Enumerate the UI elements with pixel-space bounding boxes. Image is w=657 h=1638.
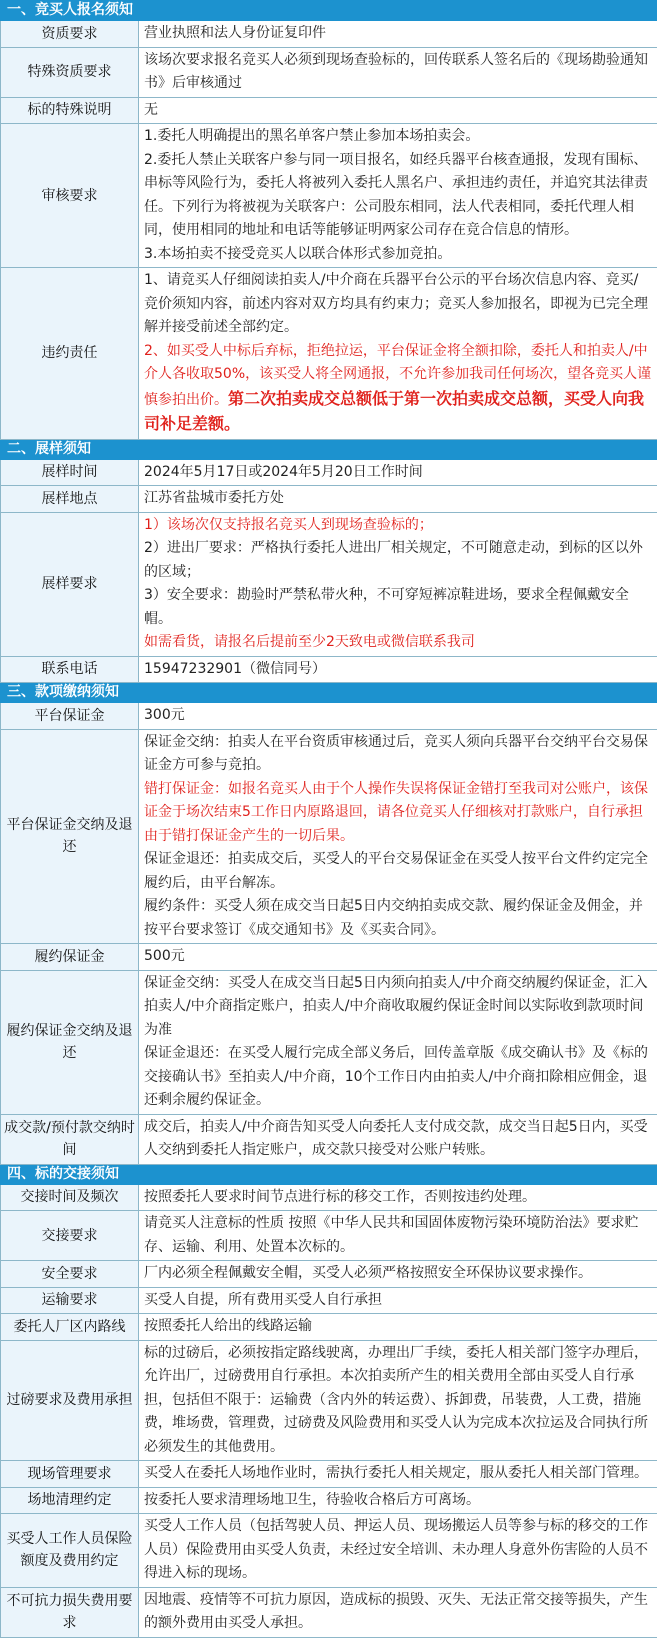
row-value (139, 729, 657, 944)
row-value: 标的过磅后，必须按指定路线驶离，办理出厂手续，委托人相关部门签字办理后，允许出厂，过磅费用自行承担。本次拍卖所产生的相关费用全部由买受人自行承担，包括但不限于：运输费（含内外的转运费）、拆卸费，吊装费，人工费，措施费，堆场费，管理费，过磅费及风险费用和买受人认为完成本次拉运及合同执行所必须发生的其他费用。 (139, 1340, 657, 1461)
row-value: 请竞买人注意标的性质 按照《中华人民共和国固体废物污染环境防治法》要求贮存、运输、利用、处置本次标的。 (139, 1211, 657, 1261)
row-value: 因地震、疫情等不可抗力原因，造成标的损毁、灭失、无法正常交接等损失，产生的额外费用由买受人承担。 (139, 1587, 657, 1637)
paragraph-red-bold: 第二次拍卖成交总额低于第一次拍卖成交总额，买受人向我司补足差额。 (144, 389, 644, 434)
paragraph: 3.本场拍卖不接受竞买人以联合体形式参加竞拍。 (144, 243, 652, 267)
row-label: 履约保证金 (1, 944, 139, 971)
table-row (1, 124, 657, 268)
table-row (1, 1287, 657, 1314)
row-value: 买受人在委托人场地作业时，需执行委托人相关规定，服从委托人相关部门管理。 (139, 1461, 657, 1488)
row-label: 场地清理约定 (1, 1487, 139, 1514)
row-label: 违约责任 (1, 268, 139, 440)
row-value: 买受人自提，所有费用买受人自行承担 (139, 1287, 657, 1314)
table-row (1, 1314, 657, 1341)
section-header-handover (1, 1164, 657, 1184)
row-value: 江苏省盐城市委托方处 (139, 486, 657, 513)
table-row (1, 486, 657, 513)
paragraph-red: 如需看货，请报名后提前至少2天致电或微信联系我司 (144, 631, 652, 655)
row-label: 资质要求 (1, 21, 139, 48)
row-label: 展样时间 (1, 459, 139, 486)
section-title: 一、竞买人报名须知 (1, 1, 657, 21)
paragraph: 2）进出厂要求：严格执行委托人进出厂相关规定，不可随意走动，到标的区以外的区域； (144, 537, 652, 584)
paragraph: 保证金退还：拍卖成交后，买受人的平台交易保证金在买受人按平台文件约定完全履约后，由平台解冻。 (144, 848, 652, 895)
paragraph-red: 1）该场次仅支持报名竞买人到现场查验标的； (144, 514, 652, 538)
row-value: 2024年5月17日或2024年5月20日工作时间 (139, 459, 657, 486)
row-label: 审核要求 (1, 124, 139, 268)
paragraph: 1.委托人明确提出的黑名单客户禁止参加本场拍卖会。 (144, 125, 652, 149)
table-row (1, 729, 657, 944)
table-row (1, 268, 657, 440)
row-value (139, 970, 657, 1114)
table-row (1, 944, 657, 971)
paragraph: 1、请竞买人仔细阅读拍卖人/中介商在兵器平台公示的平台场次信息内容、竞买/竞价须知内容，前述内容对双方均具有约束力；竞买人参加报名，即视为已完全理解并接受前述全部约定。 (144, 269, 652, 340)
row-value (139, 124, 657, 268)
row-label: 安全要求 (1, 1261, 139, 1288)
section-header-viewing (1, 439, 657, 459)
table-row (1, 1340, 657, 1461)
row-label: 交接要求 (1, 1211, 139, 1261)
section-title: 四、标的交接须知 (1, 1164, 657, 1184)
table-row (1, 1211, 657, 1261)
row-label: 展样地点 (1, 486, 139, 513)
section-title: 三、款项缴纳须知 (1, 683, 657, 703)
paragraph: 履约条件：买受人须在成交当日起5日内交纳拍卖成交款、履约保证金及佣金，并按平台要求签订《成交通知书》及《买卖合同》。 (144, 895, 652, 942)
table-row (1, 1261, 657, 1288)
row-value: 按委托人要求清理场地卫生，待验收合格后方可离场。 (139, 1487, 657, 1514)
row-value: 按照委托人要求时间节点进行标的移交工作，否则按违约处理。 (139, 1184, 657, 1211)
table-row (1, 47, 657, 97)
row-label: 标的特殊说明 (1, 97, 139, 124)
table-row (1, 1114, 657, 1164)
row-value: 500元 (139, 944, 657, 971)
row-value: 成交后，拍卖人/中介商告知买受人向委托人支付成交款，成交当日起5日内，买受人交纳到委托人指定账户，成交款只接受对公账户转账。 (139, 1114, 657, 1164)
row-label: 平台保证金交纳及退还 (1, 729, 139, 944)
row-label: 交接时间及频次 (1, 1184, 139, 1211)
row-label: 过磅要求及费用承担 (1, 1340, 139, 1461)
table-row (1, 21, 657, 48)
row-label: 委托人厂区内路线 (1, 1314, 139, 1341)
row-value: 厂内必须全程佩戴安全帽，买受人必须严格按照安全环保协议要求操作。 (139, 1261, 657, 1288)
table-row (1, 1514, 657, 1588)
row-label: 履约保证金交纳及退还 (1, 970, 139, 1114)
row-value: 营业执照和法人身份证复印件 (139, 21, 657, 48)
paragraph-red: 2、如买受人中标后弃标，拒绝拉运，平台保证金将全额扣除，委托人和拍卖人/中介人各收取50%，该买受人将全网通报，不允许参加我司任何场次，望各竞买人谨慎参拍出价。 (144, 343, 651, 408)
section-title: 二、展样须知 (1, 439, 657, 459)
row-value: 无 (139, 97, 657, 124)
row-value (139, 268, 657, 440)
row-label: 成交款/预付款交纳时间 (1, 1114, 139, 1164)
table-row (1, 97, 657, 124)
phone-value: 15947232901（微信同号） (139, 656, 657, 683)
paragraph: 保证金退还：在买受人履行完成全部义务后，回传盖章版《成交确认书》及《标的交接确认书》至拍卖人/中介商，10个工作日内由拍卖人/中介商扣除相应佣金，退还剩余履约保证金。 (144, 1042, 652, 1113)
row-value: 买受人工作人员（包括驾驶人员、押运人员、现场搬运人员等参与标的移交的工作人员）保险费用由买受人负责，未经过安全培训、未办理人身意外伤害险的人员不得进入标的现场。 (139, 1514, 657, 1588)
table-row (1, 1587, 657, 1637)
row-label: 展样要求 (1, 512, 139, 656)
row-label: 平台保证金 (1, 703, 139, 730)
paragraph-red: 错打保证金：如报名竞买人由于个人操作失误将保证金错打至我司对公账户，该保证金于场次结束5工作日内原路退回，请各位竞买人仔细核对打款账户，自行承担由于错打保证金产生的一切后果。 (144, 778, 652, 849)
row-value: 300元 (139, 703, 657, 730)
row-value: 按照委托人给出的线路运输 (139, 1314, 657, 1341)
paragraph: 保证金交纳：买受人在成交当日起5日内须向拍卖人/中介商交纳履约保证金，汇入拍卖人/中介商指定账户，拍卖人/中介商收取履约保证金时间以实际收到款项时间为准 (144, 972, 652, 1043)
table-row (1, 1487, 657, 1514)
section-header-registration (1, 1, 657, 21)
table-row (1, 970, 657, 1114)
table-row (1, 459, 657, 486)
row-label: 特殊资质要求 (1, 47, 139, 97)
row-value: 该场次要求报名竞买人必须到现场查验标的，回传联系人签名后的《现场勘验通知书》后审核通过 (139, 47, 657, 97)
row-label: 买受人工作人员保险额度及费用约定 (1, 1514, 139, 1588)
table-row (1, 1461, 657, 1488)
paragraph: 2.委托人禁止关联客户参与同一项目报名，如经兵器平台核查通报，发现有围标、串标等风险行为，委托人将被列入委托人黑名户、承担违约责任，并追究其法律责任。下列行为将被视为关联客户：公司股东相同，法人代表相同，委托代理人相同，使用相同的地址和电话等能够证明两家公司存在竞合信息的情形。 (144, 149, 652, 243)
row-value (139, 512, 657, 656)
table-row (1, 1184, 657, 1211)
row-label: 不可抗力损失费用要求 (1, 1587, 139, 1637)
table-row (1, 703, 657, 730)
row-label: 联系电话 (1, 656, 139, 683)
table-row (1, 656, 657, 683)
paragraph: 3）安全要求：勘验时严禁私带火种，不可穿短裤凉鞋进场，要求全程佩戴安全帽。 (144, 584, 652, 631)
table-row (1, 512, 657, 656)
paragraph: 保证金交纳：拍卖人在平台资质审核通过后，竞买人须向兵器平台交纳平台交易保证金方可参与竞拍。 (144, 731, 652, 778)
row-label: 运输要求 (1, 1287, 139, 1314)
section-header-payment (1, 683, 657, 703)
row-label: 现场管理要求 (1, 1461, 139, 1488)
